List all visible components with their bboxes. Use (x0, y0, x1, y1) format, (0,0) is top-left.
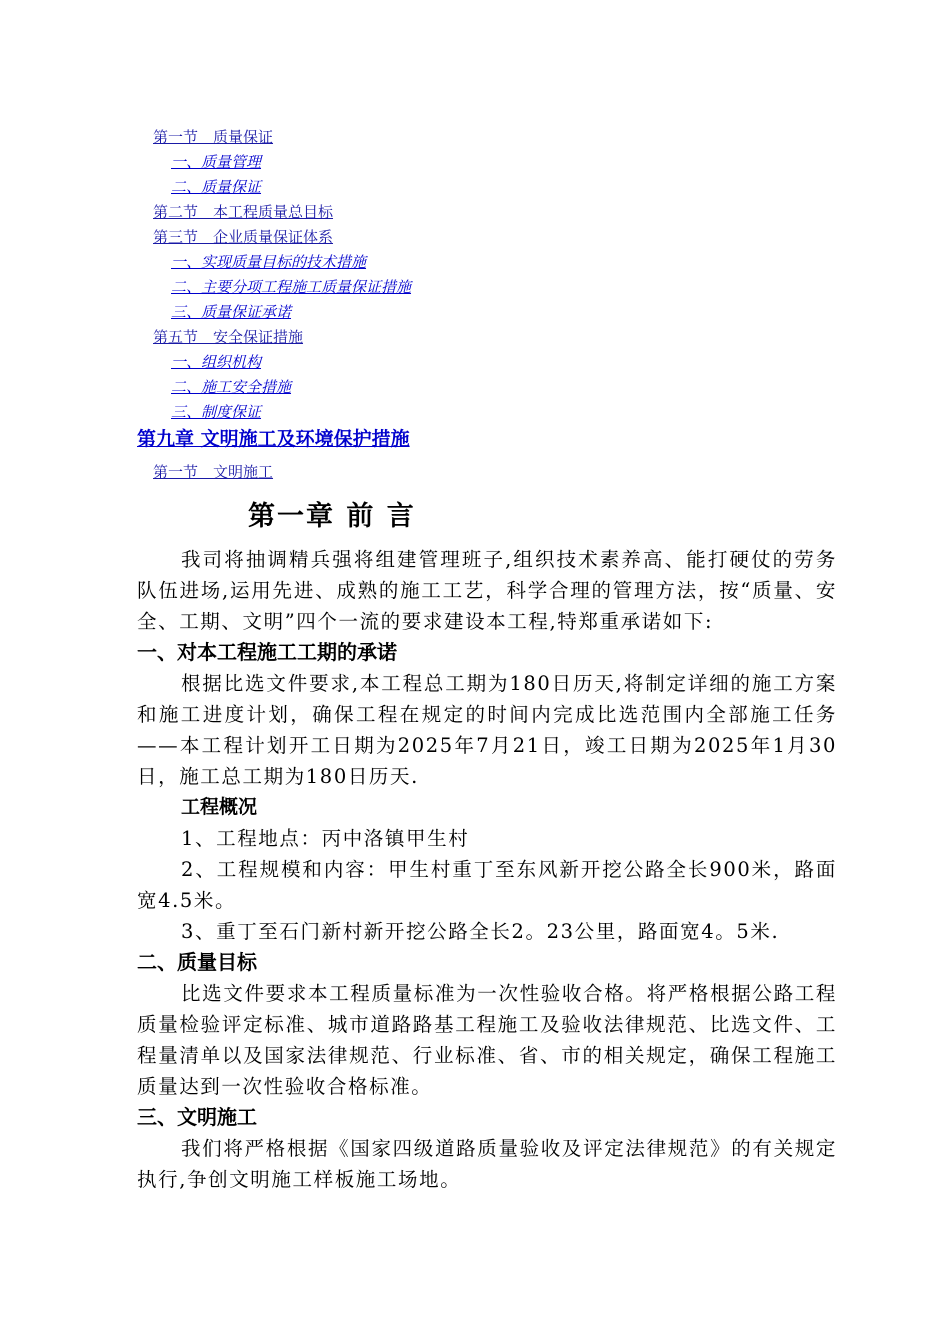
quality-paragraph: 比选文件要求本工程质量标准为一次性验收合格。将严格根据公路工程质量检验评定标准、城市道路路基工程施工及验收法律规范、比选文件、工程量清单以及国家法律规范、行业标准、省、市的相关规定，确保工程施工质量达到一次性验收合格标准。 (137, 982, 837, 1098)
project-overview-heading: 工程概况 (181, 796, 258, 818)
toc-link-section-2-quality-target[interactable]: 第二节 本工程质量总目标 (153, 203, 334, 221)
schedule-paragraph: 根据比选文件要求,本工程总工期为180日历天,将制定详细的施工方案和施工进度计划，确保工程在规定的时间内完成比选范围内全部施工任务——本工程计划开工日期为2025年7月21日，竣工日期为2025年1月30日，施工总工期为180日历天. (137, 672, 837, 788)
heading-civilized-construction: 三、文明施工 (137, 1105, 257, 1129)
document-body (137, 544, 837, 1195)
toc-link-system-guarantee[interactable]: 三、制度保证 (171, 403, 262, 421)
toc-link-section-1-quality[interactable]: 第一节 质量保证 (153, 128, 274, 146)
toc-link-organization[interactable]: 一、组织机构 (171, 353, 262, 371)
toc-link-civilized-construction[interactable]: 第一节 文明施工 (153, 463, 274, 481)
overview-item-scale: 2、工程规模和内容：甲生村重丁至东风新开挖公路全长900米，路面宽4.5米。 (137, 858, 837, 912)
toc-link-safety-measures[interactable]: 二、施工安全措施 (171, 378, 292, 396)
toc-link-quality-commitment[interactable]: 三、质量保证承诺 (171, 303, 292, 321)
toc-link-quality-management[interactable]: 一、质量管理 (171, 153, 262, 171)
toc-link-subproject-measures[interactable]: 二、主要分项工程施工质量保证措施 (171, 278, 412, 296)
heading-schedule-commitment: 一、对本工程施工工期的承诺 (137, 640, 397, 664)
toc-link-section-3-quality-system[interactable]: 第三节 企业质量保证体系 (153, 228, 334, 246)
toc-link-chapter-9[interactable]: 第九章 文明施工及环境保护措施 (137, 428, 410, 450)
toc-link-technical-measures[interactable]: 一、实现质量目标的技术措施 (171, 253, 367, 271)
toc-link-quality-assurance[interactable]: 二、质量保证 (171, 178, 262, 196)
intro-paragraph: 我司将抽调精兵强将组建管理班子,组织技术素养高、能打硬仗的劳务队伍进场,运用先进、成熟的施工工艺，科学合理的管理方法，按“质量、安全、工期、文明”四个一流的要求建设本工程,特郑重承诺如下: (137, 548, 837, 633)
overview-item-location: 1、工程地点：丙中洛镇甲生村 (181, 827, 470, 850)
chapter-title: 第一章 前 言 (248, 501, 416, 532)
toc-link-section-5-safety[interactable]: 第五节 安全保证措施 (153, 328, 304, 346)
heading-quality-target: 二、质量目标 (137, 950, 257, 974)
overview-item-road: 3、重丁至石门新村新开挖公路全长2。23公里，路面宽4。5米. (181, 920, 780, 943)
civilized-paragraph: 我们将严格根据《国家四级道路质量验收及评定法律规范》的有关规定执行,争创文明施工样板施工场地。 (137, 1137, 837, 1191)
